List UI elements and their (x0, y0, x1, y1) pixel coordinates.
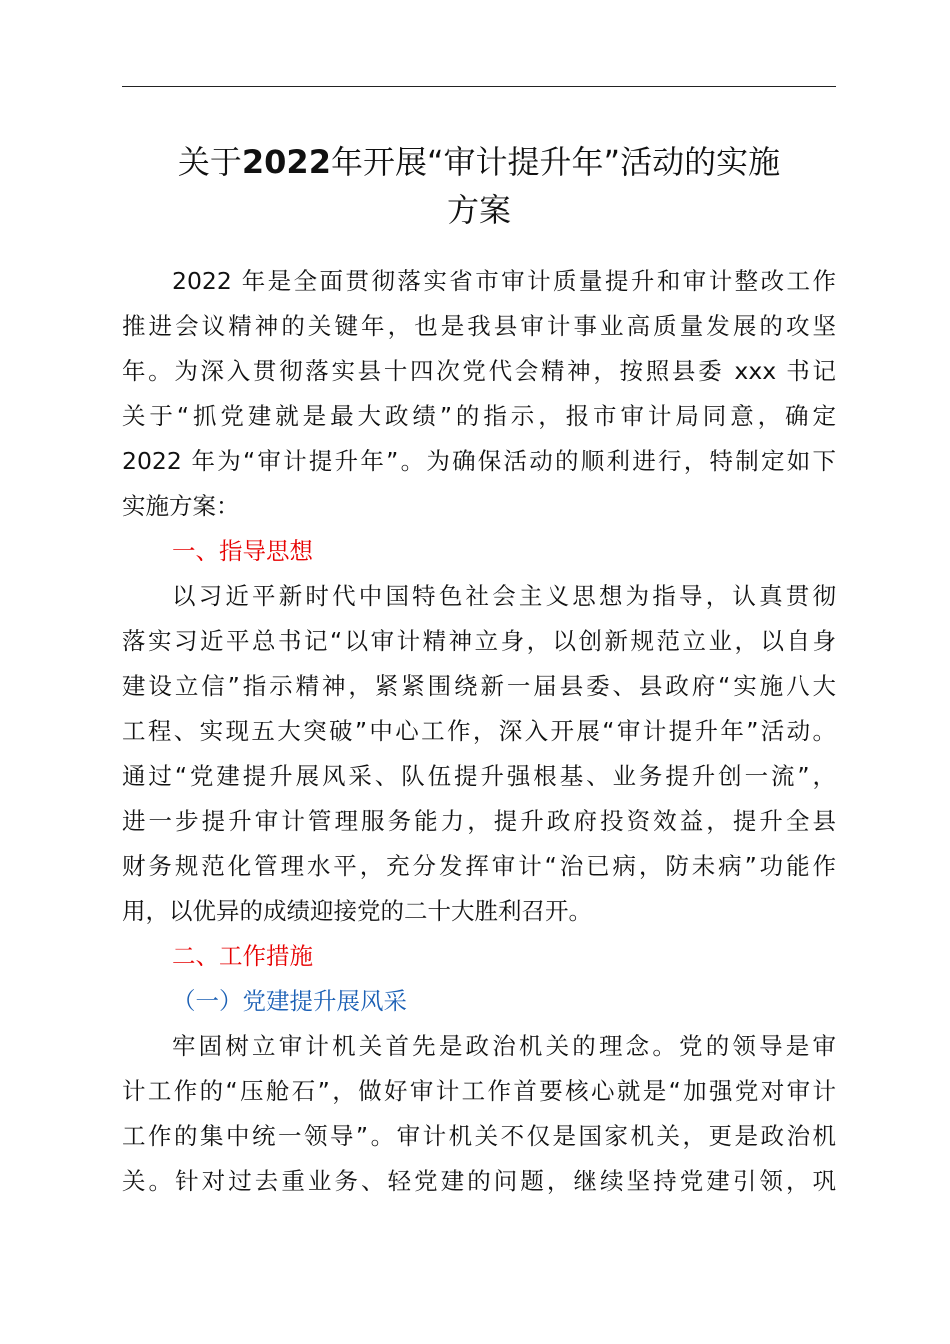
subsection1-line: 牢固树立审计机关首先是政治机关的理念。党的领导是审 (172, 1032, 836, 1060)
section1-line: 落实习近平总书记“以审计精神立身，以创新规范立业，以自身 (122, 627, 836, 655)
section-heading-work-measures: 二、工作措施 (172, 942, 313, 970)
title-prefix: 关于 (177, 143, 242, 181)
subsection1-line: 计工作的“压舱石”，做好审计工作首要核心就是“加强党对审计 (122, 1077, 836, 1105)
section1-line: 用，以优异的成绩迎接党的二十大胜利召开。 (122, 897, 592, 925)
title-line-1 (122, 138, 836, 186)
section1-line: 建设立信”指示精神，紧紧围绕新一届县委、县政府“实施八大 (122, 672, 836, 700)
section-heading-guiding-thought: 一、指导思想 (172, 537, 313, 565)
header-rule (122, 86, 836, 87)
title-line-2: 方案 (446, 191, 511, 229)
title-suffix: 年开展“审计提升年”活动的实施 (330, 143, 781, 181)
intro-line: 推进会议精神的关键年，也是我县审计事业高质量发展的攻坚 (122, 312, 836, 340)
subsection-heading-party-building: （一）党建提升展风采 (172, 987, 407, 1015)
section1-line: 工程、实现五大突破”中心工作，深入开展“审计提升年”活动。 (122, 717, 836, 745)
section1-line: 财务规范化管理水平，充分发挥审计“治已病，防未病”功能作 (122, 852, 836, 880)
section1-line: 进一步提升审计管理服务能力，提升政府投资效益，提升全县 (122, 807, 836, 835)
intro-line: 2022 年为“审计提升年”。为确保活动的顺利进行，特制定如下 (122, 447, 836, 475)
intro-line: 实施方案： (122, 492, 240, 520)
section1-line: 通过“党建提升展风采、队伍提升强根基、业务提升创一流”， (122, 762, 836, 790)
document-title (122, 138, 836, 234)
intro-line: 年。为深入贯彻落实县十四次党代会精神，按照县委 xxx 书记 (122, 357, 836, 385)
intro-line: 关于“抓党建就是最大政绩”的指示，报市审计局同意，确定 (122, 402, 836, 430)
intro-line: 2022 年是全面贯彻落实省市审计质量提升和审计整改工作 (172, 267, 836, 295)
subsection1-line: 工作的集中统一领导”。审计机关不仅是国家机关，更是政治机 (122, 1122, 836, 1150)
subsection1-line: 关。针对过去重业务、轻党建的问题，继续坚持党建引领，巩 (122, 1167, 836, 1195)
title-year: 2022 (241, 143, 331, 181)
section1-line: 以习近平新时代中国特色社会主义思想为指导，认真贯彻 (172, 582, 836, 610)
